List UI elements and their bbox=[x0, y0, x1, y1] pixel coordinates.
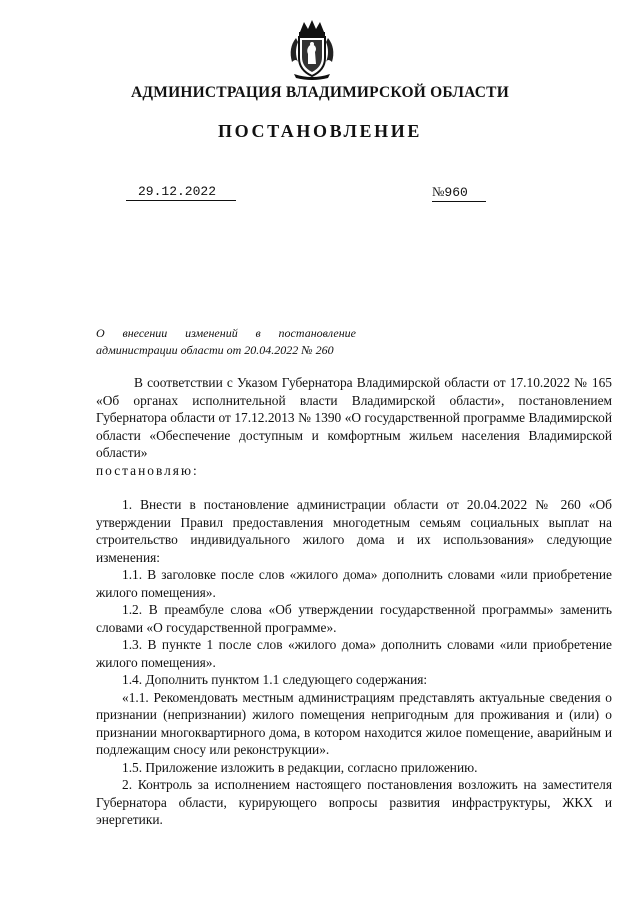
paragraph-1-5: 1.5. Приложение изложить в редакции, согласно приложению. bbox=[122, 759, 478, 775]
paragraph-1: 1. Внести в постановление администрации области от 20.04.2022 № 260 «Об утверждении Правил предоставления многодетным семьям социальных выплат на строительство индивидуального жилого дома и их использования» следующие изменения: bbox=[96, 497, 612, 565]
document-subject bbox=[96, 325, 356, 359]
paragraph-1-4-quote: «1.1. Рекомендовать местным администрациям представлять актуальные сведения о признании (непризнании) жилого помещения непригодным для проживания и (или) о признании многоквартирного дома, в котором находится жилое помещение, аварийным и подлежащим сносу или реконструкции». bbox=[96, 689, 612, 757]
preamble-paragraph: В соответствии с Указом Губернатора Владимирской области от 17.10.2022 № 165 «Об органах исполнительной власти Владимирской области», постановлением Губернатора области от 17.12.2013 № 1390 «О государственной программе Владимирской области «Обеспечение доступным и комфортным жильем населения Владимирской области» bbox=[96, 375, 612, 460]
number-value: 960 bbox=[444, 185, 468, 200]
number-sign: № bbox=[432, 184, 445, 199]
paragraph-1-1: 1.1. В заголовке после слов «жилого дома» дополнить словами «или приобретение жилого помещения». bbox=[96, 567, 612, 600]
document-body bbox=[96, 374, 612, 829]
subject-line-1: О внесении изменений в постановление bbox=[96, 326, 356, 340]
decree-word-text: постановляю: bbox=[96, 462, 199, 478]
document-type-title: ПОСТАНОВЛЕНИЕ bbox=[218, 121, 422, 141]
paragraph-2: 2. Контроль за исполнением настоящего постановления возложить на заместителя Губернатора области, курирующего вопросы развития инфраструктуры, ЖКХ и энергетики. bbox=[96, 777, 612, 827]
subject-line-2: администрации области от 20.04.2022 № 260 bbox=[96, 343, 334, 357]
paragraph-1-4: 1.4. Дополнить пунктом 1.1 следующего содержания: bbox=[122, 672, 428, 687]
decree-word bbox=[96, 462, 612, 480]
document-date: 29.12.2022 bbox=[126, 183, 236, 201]
paragraph-gap bbox=[96, 479, 612, 496]
paragraph-1-3: 1.3. В пункте 1 после слов «жилого дома» дополнить словами «или приобретение жилого помещения». bbox=[96, 637, 612, 670]
organization-title: АДМИНИСТРАЦИЯ ВЛАДИМИРСКОЙ ОБЛАСТИ bbox=[131, 84, 509, 101]
paragraph-1-2: 1.2. В преамбуле слова «Об утверждении государственной программы» заменить словами «О государственной программе». bbox=[96, 602, 612, 635]
coat-of-arms-icon bbox=[286, 18, 338, 80]
document-number bbox=[432, 183, 486, 202]
